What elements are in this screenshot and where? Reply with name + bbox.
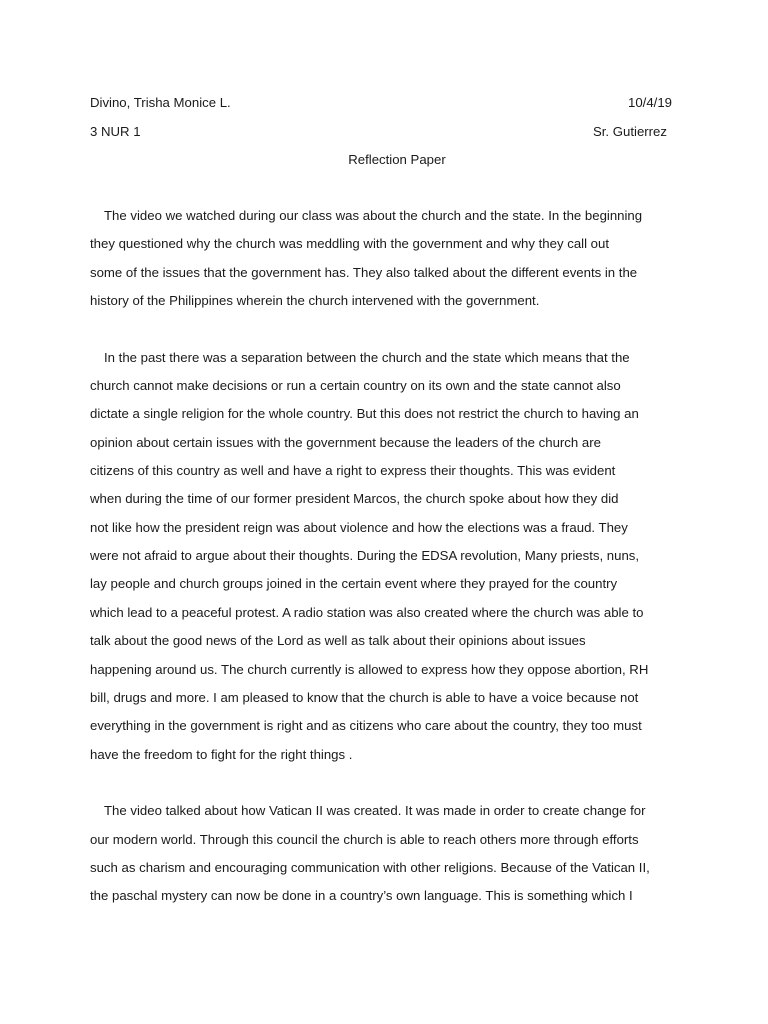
paragraph-line: The video talked about how Vatican II was created. It was made in order to create change for — [104, 803, 646, 819]
paragraph-line: the paschal mystery can now be done in a country’s own language. This is something which I — [90, 888, 633, 904]
paragraph-3 — [90, 797, 678, 910]
class-section: 3 NUR 1 — [90, 124, 141, 139]
paragraph-line: everything in the government is right and as citizens who care about the country, they too must — [90, 718, 642, 734]
paragraph-2 — [90, 344, 678, 769]
paragraph-line: they questioned why the church was meddling with the government and why they call out — [90, 236, 610, 252]
document-title: Reflection Paper — [348, 152, 446, 167]
paragraph-line: were not afraid to argue about their thoughts. During the EDSA revolution, Many priests, nuns, — [90, 548, 640, 564]
paragraph-1 — [90, 202, 678, 315]
paragraph-line: church cannot make decisions or run a certain country on its own and the state cannot also — [90, 378, 621, 394]
paragraph-line: The video we watched during our class was about the church and the state. In the beginning — [104, 208, 643, 223]
paragraph-line: such as charism and encouraging communication with other religions. Because of the Vatican II, — [90, 859, 650, 875]
paragraph-line: history of the Philippines wherein the church intervened with the government. — [90, 293, 540, 309]
author-name: Divino, Trisha Monice L. — [90, 95, 231, 110]
instructor-name: Sr. Gutierrez — [592, 124, 667, 139]
body-text — [90, 202, 678, 939]
date: 10/4/19 — [628, 95, 672, 110]
paragraph-line: bill, drugs and more. I am pleased to know that the church is able to have a voice because not — [90, 689, 639, 705]
paragraph-line: not like how the president reign was about violence and how the elections was a fraud. They — [90, 519, 628, 535]
paragraph-line: happening around us. The church currently is allowed to express how they oppose abortion, RH — [90, 661, 649, 677]
paragraph-line: In the past there was a separation between the church and the state which means that the — [104, 349, 630, 365]
paragraph-line: when during the time of our former president Marcos, the church spoke about how they did — [90, 491, 619, 507]
paragraph-line: talk about the good news of the Lord as well as talk about their opinions about issues — [90, 633, 586, 649]
paragraph-line: opinion about certain issues with the government because the leaders of the church are — [90, 434, 601, 450]
paragraph-line: which lead to a peaceful protest. A radio station was also created where the church was able to — [90, 604, 644, 620]
paragraph-line: have the freedom to fight for the right things . — [90, 746, 353, 762]
paragraph-line: citizens of this country as well and have a right to express their thoughts. This was evident — [90, 463, 616, 479]
header-row-2 — [90, 124, 672, 140]
paragraph-line: our modern world. Through this council the church is able to reach others more through efforts — [90, 831, 639, 847]
paragraph-line: dictate a single religion for the whole country. But this does not restrict the church to having an — [90, 406, 639, 422]
paragraph-line: lay people and church groups joined in the certain event where they prayed for the country — [90, 576, 618, 592]
header-row-1 — [90, 95, 672, 111]
paragraph-line: some of the issues that the government has. They also talked about the different events in the — [90, 264, 638, 280]
